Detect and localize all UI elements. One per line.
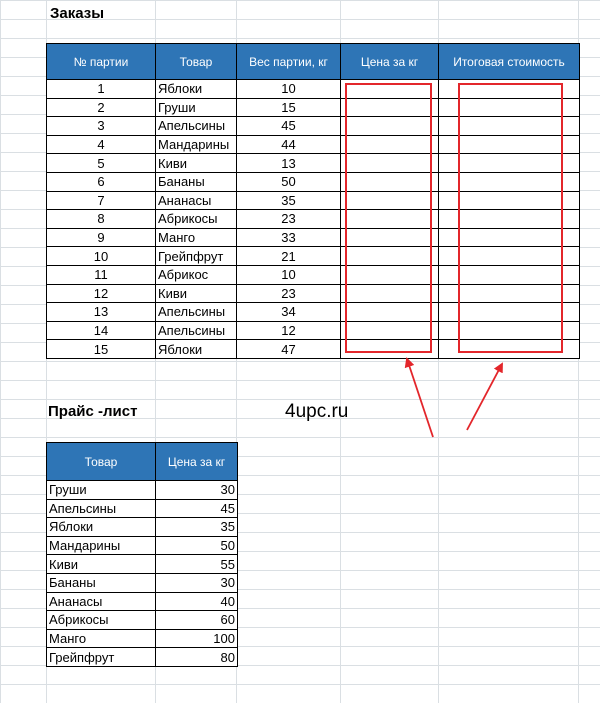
header-total-cost[interactable]: Итоговая стоимость (439, 44, 580, 80)
cell-price[interactable]: 100 (156, 629, 238, 648)
cell-weight[interactable]: 15 (237, 98, 341, 117)
cell-product[interactable]: Киви (47, 555, 156, 574)
cell-product[interactable]: Киви (156, 284, 237, 303)
cell-product[interactable]: Грейпфрут (47, 648, 156, 667)
table-row (47, 481, 238, 500)
watermark: 4upc.ru (285, 401, 349, 422)
price-header-product[interactable]: Товар (47, 443, 156, 481)
cell-price[interactable]: 60 (156, 611, 238, 630)
cell-price[interactable]: 55 (156, 555, 238, 574)
cell-product[interactable]: Абрикосы (156, 210, 237, 229)
cell-weight[interactable]: 23 (237, 284, 341, 303)
cell-price[interactable]: 45 (156, 499, 238, 518)
table-row (47, 555, 238, 574)
cell-product[interactable]: Ананасы (156, 191, 237, 210)
cell-batch-number[interactable]: 15 (47, 340, 156, 359)
cell-weight[interactable]: 47 (237, 340, 341, 359)
cell-product[interactable]: Апельсины (47, 499, 156, 518)
cell-product[interactable]: Апельсины (156, 117, 237, 136)
cell-price[interactable]: 40 (156, 592, 238, 611)
cell-batch-number[interactable]: 4 (47, 135, 156, 154)
cell-weight[interactable]: 13 (237, 154, 341, 173)
price-list-title: Прайс -лист (48, 403, 138, 420)
cell-weight[interactable]: 35 (237, 191, 341, 210)
cell-weight[interactable]: 10 (237, 265, 341, 284)
cell-batch-number[interactable]: 7 (47, 191, 156, 210)
cell-price[interactable]: 30 (156, 573, 238, 592)
cell-batch-number[interactable]: 10 (47, 247, 156, 266)
header-batch-number[interactable]: № партии (47, 44, 156, 80)
cell-batch-number[interactable]: 9 (47, 228, 156, 247)
cell-product[interactable]: Грейпфрут (156, 247, 237, 266)
price-list-table (46, 442, 238, 667)
cell-batch-number[interactable]: 8 (47, 210, 156, 229)
cell-weight[interactable]: 34 (237, 303, 341, 322)
cell-weight[interactable]: 10 (237, 80, 341, 99)
orders-title: Заказы (50, 5, 105, 22)
cell-batch-number[interactable]: 5 (47, 154, 156, 173)
arrow-to-total-column (467, 364, 502, 430)
table-row (47, 648, 238, 667)
cell-price[interactable]: 80 (156, 648, 238, 667)
table-row (47, 536, 238, 555)
cell-weight[interactable]: 33 (237, 228, 341, 247)
cell-price[interactable]: 35 (156, 518, 238, 537)
cell-product[interactable]: Манго (47, 629, 156, 648)
cell-product[interactable]: Яблоки (156, 80, 237, 99)
header-product[interactable]: Товар (156, 44, 237, 80)
header-weight[interactable]: Вес партии, кг (237, 44, 341, 80)
cell-weight[interactable]: 44 (237, 135, 341, 154)
price-list-body (47, 481, 238, 667)
arrow-to-price-column (407, 359, 433, 437)
cell-price[interactable]: 30 (156, 481, 238, 500)
cell-weight[interactable]: 50 (237, 172, 341, 191)
cell-product[interactable]: Апельсины (156, 303, 237, 322)
cell-weight[interactable]: 21 (237, 247, 341, 266)
price-header-price[interactable]: Цена за кг (156, 443, 238, 481)
cell-product[interactable]: Яблоки (156, 340, 237, 359)
cell-batch-number[interactable]: 2 (47, 98, 156, 117)
cell-batch-number[interactable]: 12 (47, 284, 156, 303)
table-row (47, 611, 238, 630)
cell-product[interactable]: Манго (156, 228, 237, 247)
cell-product[interactable]: Груши (156, 98, 237, 117)
cell-batch-number[interactable]: 11 (47, 265, 156, 284)
table-row (47, 499, 238, 518)
cell-product[interactable]: Киви (156, 154, 237, 173)
cell-weight[interactable]: 23 (237, 210, 341, 229)
cell-product[interactable]: Груши (47, 481, 156, 500)
table-row (47, 518, 238, 537)
cell-product[interactable]: Мандарины (156, 135, 237, 154)
cell-price[interactable]: 50 (156, 536, 238, 555)
cell-product[interactable]: Апельсины (156, 321, 237, 340)
cell-product[interactable]: Абрикосы (47, 611, 156, 630)
table-row (47, 629, 238, 648)
cell-product[interactable]: Абрикос (156, 265, 237, 284)
cell-batch-number[interactable]: 6 (47, 172, 156, 191)
cell-weight[interactable]: 12 (237, 321, 341, 340)
cell-batch-number[interactable]: 13 (47, 303, 156, 322)
cell-batch-number[interactable]: 14 (47, 321, 156, 340)
cell-product[interactable]: Мандарины (47, 536, 156, 555)
cell-product[interactable]: Яблоки (47, 518, 156, 537)
cell-weight[interactable]: 45 (237, 117, 341, 136)
table-row (47, 592, 238, 611)
table-row (47, 573, 238, 592)
header-price-per-kg[interactable]: Цена за кг (341, 44, 439, 80)
cell-batch-number[interactable]: 3 (47, 117, 156, 136)
cell-batch-number[interactable]: 1 (47, 80, 156, 99)
cell-product[interactable]: Бананы (47, 573, 156, 592)
cell-product[interactable]: Ананасы (47, 592, 156, 611)
cell-product[interactable]: Бананы (156, 172, 237, 191)
